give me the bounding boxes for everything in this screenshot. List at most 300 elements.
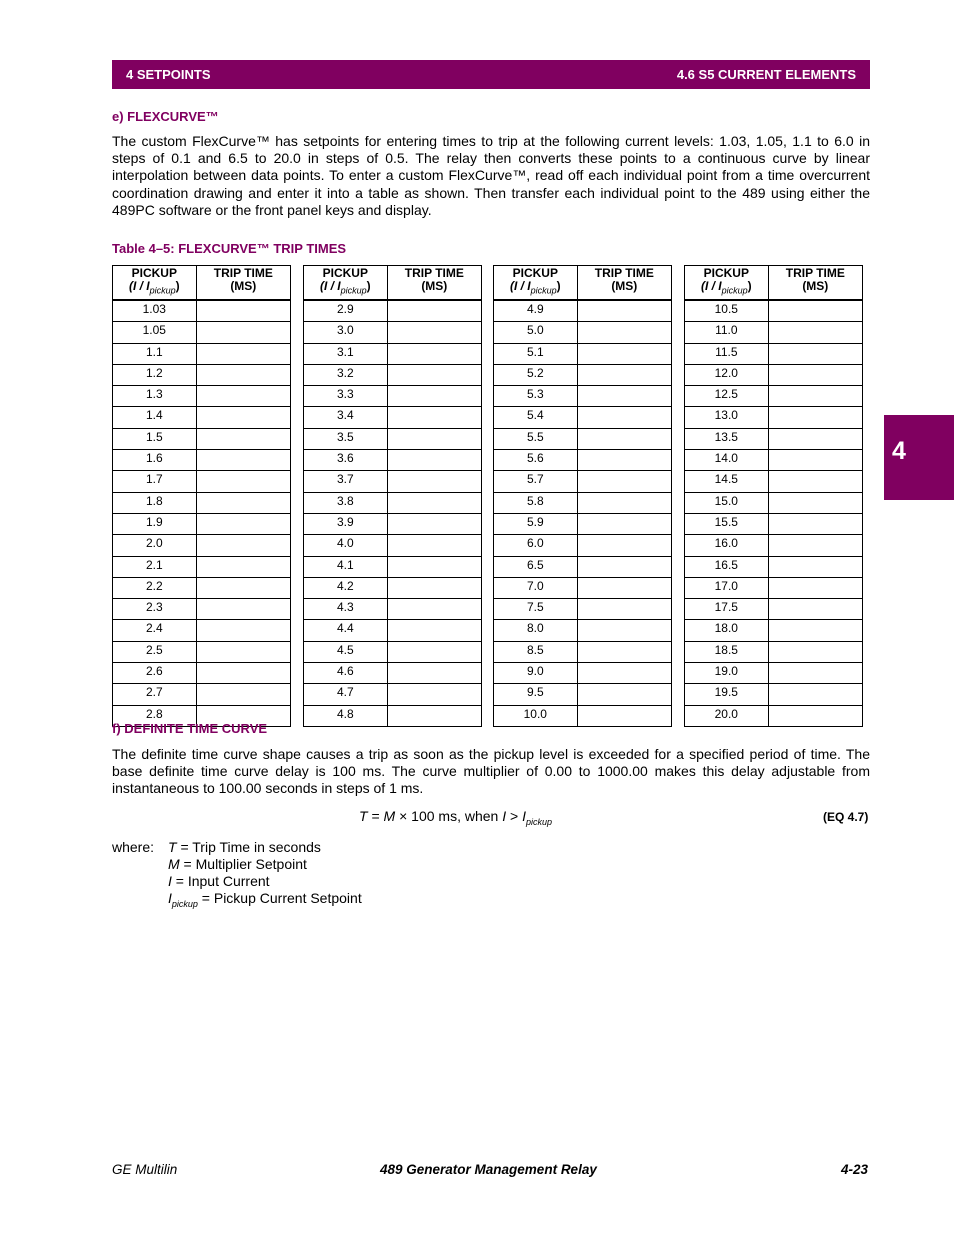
trip-time-entry-cell: [387, 684, 481, 705]
trip-time-entry-cell: [387, 556, 481, 577]
trip-time-entry-cell: [768, 471, 862, 492]
pickup-header-close: ): [175, 279, 180, 293]
pickup-value-cell: 8.0: [494, 620, 578, 641]
definite-time-section-title: f) DEFINITE TIME CURVE: [112, 721, 268, 736]
table-row: [685, 322, 863, 343]
table-row: [685, 428, 863, 449]
pickup-value-cell: 2.6: [113, 663, 197, 684]
flexcurve-paragraph: The custom FlexCurve™ has setpoints for entering times to trip at the following current levels: 1.03, 1.05, 1.1 to 6.0 in steps of 0.1 and 6.5 to 20.0 in steps of 0.5. The relay then converts these points to a continuous curve by linear interpolation between data points. To enter a custom FlexCurve™, read off each individual point from a time overcurrent coordination drawing and enter it into a table as shown. Then transfer each individual point to the 489 using either the 489PC software or the front panel keys and display.: [112, 133, 870, 218]
pickup-value-cell: 19.5: [685, 684, 769, 705]
table-row: [113, 556, 291, 577]
trip-time-entry-cell: [768, 556, 862, 577]
pickup-header-subscript: pickup: [721, 285, 748, 296]
pickup-value-cell: 8.5: [494, 641, 578, 662]
table-row: [113, 386, 291, 407]
where-symbol: I: [168, 873, 172, 889]
pickup-value-cell: 4.2: [304, 577, 388, 598]
table-row: [113, 641, 291, 662]
footer-page-number: 4-23: [841, 1162, 869, 1177]
table-row: [113, 535, 291, 556]
trip-time-entry-cell: [387, 386, 481, 407]
trip-time-entry-cell: [577, 620, 671, 641]
trip-time-entry-cell: [387, 620, 481, 641]
where-symbol: T: [168, 839, 177, 855]
trip-time-entry-cell: [387, 599, 481, 620]
table-row: [113, 300, 291, 322]
pickup-value-cell: 3.3: [304, 386, 388, 407]
trip-time-entry-cell: [577, 386, 671, 407]
pickup-value-cell: 2.5: [113, 641, 197, 662]
table-row: [494, 322, 672, 343]
pickup-value-cell: 10.5: [685, 300, 769, 322]
trip-time-entry-cell: [387, 641, 481, 662]
pickup-value-cell: 3.9: [304, 513, 388, 534]
trip-time-entry-cell: [387, 343, 481, 364]
trip-time-entry-cell: [387, 663, 481, 684]
pickup-header-close: ): [556, 279, 561, 293]
pickup-value-cell: 1.05: [113, 322, 197, 343]
pickup-value-cell: 15.5: [685, 513, 769, 534]
table-row: [304, 641, 482, 662]
table-row: [685, 641, 863, 662]
table-row: [304, 663, 482, 684]
pickup-value-cell: 4.9: [494, 300, 578, 322]
pickup-value-cell: 11.0: [685, 322, 769, 343]
pickup-value-cell: 7.0: [494, 577, 578, 598]
trip-time-entry-cell: [196, 492, 290, 513]
table-row: [494, 577, 672, 598]
pickup-header-close: ): [366, 279, 371, 293]
trip-time-entry-cell: [196, 322, 290, 343]
trip-time-entry-cell: [768, 407, 862, 428]
page-header-bar: [112, 60, 870, 89]
where-desc: = Trip Time in seconds: [176, 839, 321, 855]
where-item: [168, 890, 362, 913]
pickup-value-cell: 1.3: [113, 386, 197, 407]
table-row: [494, 620, 672, 641]
pickup-header-sub: (I / I: [700, 279, 722, 293]
trip-time-entry-cell: [577, 428, 671, 449]
pickup-value-cell: 4.8: [304, 705, 388, 726]
trip-time-entry-cell: [387, 428, 481, 449]
table-row: [494, 407, 672, 428]
table-row: [113, 471, 291, 492]
trip-time-entry-cell: [196, 300, 290, 322]
pickup-value-cell: 4.4: [304, 620, 388, 641]
pickup-value-cell: 5.2: [494, 364, 578, 385]
pickup-header-label: PICKUP: [322, 266, 368, 280]
where-symbol: M: [168, 856, 180, 872]
pickup-value-cell: 13.5: [685, 428, 769, 449]
pickup-header-subscript: pickup: [530, 285, 557, 296]
eq-times: ×: [395, 808, 412, 824]
trip-time-entry-cell: [768, 513, 862, 534]
pickup-value-cell: 17.0: [685, 577, 769, 598]
trip-time-entry-cell: [577, 663, 671, 684]
pickup-value-cell: 6.0: [494, 535, 578, 556]
footer-title: 489 Generator Management Relay: [380, 1162, 597, 1177]
pickup-value-cell: 1.8: [113, 492, 197, 513]
table-row: [685, 535, 863, 556]
trip-time-entry-cell: [387, 407, 481, 428]
eq-symbol-ipickup: I: [522, 808, 526, 824]
trip-time-entry-cell: [768, 684, 862, 705]
table-row: [685, 684, 863, 705]
footer-company: GE Multilin: [112, 1162, 178, 1177]
trip-time-column-header: [196, 266, 290, 301]
trip-time-column-header: [577, 266, 671, 301]
table-row: [494, 492, 672, 513]
equation-number: (EQ 4.7): [823, 810, 869, 824]
pickup-value-cell: 5.1: [494, 343, 578, 364]
table-row: [685, 343, 863, 364]
trip-header-label: TRIP TIME: [213, 266, 273, 280]
trip-time-column-header: [768, 266, 862, 301]
pickup-value-cell: 2.7: [113, 684, 197, 705]
trip-time-entry-cell: [196, 577, 290, 598]
trip-time-entry-cell: [387, 513, 481, 534]
trip-time-entry-cell: [387, 300, 481, 322]
trip-time-entry-cell: [387, 577, 481, 598]
table-row: [494, 705, 672, 726]
table-row: [113, 620, 291, 641]
pickup-value-cell: 3.8: [304, 492, 388, 513]
trip-time-entry-cell: [577, 535, 671, 556]
trip-header-label: TRIP TIME: [785, 266, 845, 280]
table-row: [304, 705, 482, 726]
trip-time-entry-cell: [577, 705, 671, 726]
equation: [359, 808, 552, 827]
table-row: [304, 535, 482, 556]
pickup-header-subscript: pickup: [149, 285, 176, 296]
trip-time-entry-cell: [387, 322, 481, 343]
flexcurve-table-block: [112, 265, 291, 727]
trip-time-entry-cell: [577, 492, 671, 513]
trip-time-entry-cell: [768, 386, 862, 407]
table-row: [304, 577, 482, 598]
trip-header-label: TRIP TIME: [404, 266, 464, 280]
trip-time-entry-cell: [196, 641, 290, 662]
table-row: [685, 407, 863, 428]
pickup-column-header: [494, 266, 578, 301]
trip-time-entry-cell: [768, 705, 862, 726]
pickup-value-cell: 19.0: [685, 663, 769, 684]
eq-subscript: pickup: [525, 816, 552, 827]
pickup-value-cell: 20.0: [685, 705, 769, 726]
trip-time-entry-cell: [768, 450, 862, 471]
where-item: [168, 856, 307, 873]
table-row: [304, 322, 482, 343]
pickup-value-cell: 3.0: [304, 322, 388, 343]
trip-header-unit: (MS): [611, 279, 638, 293]
table-row: [494, 300, 672, 322]
where-desc: = Input Current: [171, 873, 270, 889]
table-row: [494, 343, 672, 364]
table-row: [304, 364, 482, 385]
trip-time-entry-cell: [577, 364, 671, 385]
pickup-value-cell: 5.6: [494, 450, 578, 471]
eq-rest: 100 ms, when: [411, 808, 503, 824]
table-row: [494, 556, 672, 577]
where-item: [168, 839, 321, 856]
eq-gt: >: [506, 808, 523, 824]
pickup-header-subscript: pickup: [340, 285, 367, 296]
pickup-header-label: PICKUP: [131, 266, 177, 280]
pickup-value-cell: 14.0: [685, 450, 769, 471]
trip-time-entry-cell: [196, 556, 290, 577]
pickup-column-header: [685, 266, 769, 301]
table-row: [113, 428, 291, 449]
table-row: [304, 407, 482, 428]
pickup-value-cell: 9.0: [494, 663, 578, 684]
pickup-value-cell: 14.5: [685, 471, 769, 492]
pickup-value-cell: 5.3: [494, 386, 578, 407]
table-row: [113, 364, 291, 385]
eq-symbol-i: I: [502, 808, 507, 824]
trip-time-entry-cell: [196, 364, 290, 385]
trip-time-entry-cell: [387, 492, 481, 513]
pickup-column-header: [304, 266, 388, 301]
trip-time-entry-cell: [577, 641, 671, 662]
definite-time-paragraph: The definite time curve shape causes a trip as soon as the pickup level is exceeded for a specified period of time. The base definite time curve delay is 100 ms. The curve multiplier of 0.00 to 1000.00 makes this delay adjustable from instantaneous to 100.00 seconds in steps of 1 ms.: [112, 746, 870, 797]
trip-time-entry-cell: [768, 599, 862, 620]
table-row: [304, 450, 482, 471]
chapter-side-tab: [884, 415, 954, 500]
table-row: [685, 471, 863, 492]
pickup-value-cell: 16.5: [685, 556, 769, 577]
flexcurve-table-block: [303, 265, 482, 727]
trip-time-entry-cell: [196, 620, 290, 641]
table-row: [494, 663, 672, 684]
table-row: [685, 300, 863, 322]
table-row: [113, 599, 291, 620]
table-row: [304, 513, 482, 534]
table-row: [685, 513, 863, 534]
trip-time-entry-cell: [768, 492, 862, 513]
trip-time-entry-cell: [768, 343, 862, 364]
where-desc: = Multiplier Setpoint: [179, 856, 307, 872]
pickup-value-cell: 18.5: [685, 641, 769, 662]
pickup-value-cell: 18.0: [685, 620, 769, 641]
eq-equals: =: [367, 808, 384, 824]
pickup-value-cell: 2.0: [113, 535, 197, 556]
trip-time-entry-cell: [577, 577, 671, 598]
table-row: [494, 513, 672, 534]
trip-time-entry-cell: [577, 322, 671, 343]
table-row: [494, 386, 672, 407]
table-row: [113, 322, 291, 343]
trip-time-entry-cell: [196, 407, 290, 428]
pickup-value-cell: 4.7: [304, 684, 388, 705]
pickup-value-cell: 2.1: [113, 556, 197, 577]
trip-time-entry-cell: [387, 705, 481, 726]
trip-time-column-header: [387, 266, 481, 301]
trip-time-entry-cell: [768, 577, 862, 598]
trip-time-entry-cell: [387, 450, 481, 471]
trip-time-entry-cell: [577, 343, 671, 364]
table-row: [685, 386, 863, 407]
trip-time-entry-cell: [387, 364, 481, 385]
pickup-value-cell: 5.8: [494, 492, 578, 513]
trip-header-unit: (MS): [421, 279, 448, 293]
table-row: [304, 556, 482, 577]
table-row: [685, 705, 863, 726]
pickup-value-cell: 5.0: [494, 322, 578, 343]
pickup-value-cell: 4.3: [304, 599, 388, 620]
trip-time-entry-cell: [577, 599, 671, 620]
table-row: [304, 471, 482, 492]
trip-time-entry-cell: [577, 471, 671, 492]
table-row: [304, 492, 482, 513]
pickup-value-cell: 12.0: [685, 364, 769, 385]
pickup-value-cell: 4.1: [304, 556, 388, 577]
trip-time-entry-cell: [768, 322, 862, 343]
pickup-value-cell: 2.9: [304, 300, 388, 322]
pickup-value-cell: 11.5: [685, 343, 769, 364]
eq-symbol-m: M: [383, 808, 396, 824]
pickup-column-header: [113, 266, 197, 301]
table-row: [113, 513, 291, 534]
pickup-value-cell: 1.2: [113, 364, 197, 385]
trip-time-entry-cell: [577, 300, 671, 322]
table-row: [113, 407, 291, 428]
trip-time-entry-cell: [387, 471, 481, 492]
table-row: [113, 577, 291, 598]
where-item: [168, 873, 270, 890]
trip-time-entry-cell: [577, 684, 671, 705]
table-row: [685, 620, 863, 641]
pickup-value-cell: 12.5: [685, 386, 769, 407]
table-row: [304, 599, 482, 620]
trip-time-entry-cell: [196, 428, 290, 449]
pickup-value-cell: 17.5: [685, 599, 769, 620]
table-row: [304, 386, 482, 407]
pickup-value-cell: 15.0: [685, 492, 769, 513]
chapter-number: 4: [892, 437, 906, 465]
where-desc: = Pickup Current Setpoint: [197, 890, 362, 906]
trip-time-entry-cell: [577, 556, 671, 577]
pickup-header-sub: (I / I: [319, 279, 341, 293]
table-row: [113, 684, 291, 705]
table-row: [494, 599, 672, 620]
header-section-right: 4.6 S5 CURRENT ELEMENTS: [676, 67, 856, 82]
table-row: [113, 492, 291, 513]
table-row: [494, 471, 672, 492]
trip-header-unit: (MS): [802, 279, 829, 293]
trip-time-entry-cell: [768, 364, 862, 385]
pickup-value-cell: 13.0: [685, 407, 769, 428]
pickup-value-cell: 3.5: [304, 428, 388, 449]
trip-time-entry-cell: [768, 535, 862, 556]
pickup-value-cell: 3.7: [304, 471, 388, 492]
trip-time-entry-cell: [196, 343, 290, 364]
table-row: [685, 577, 863, 598]
table-row: [494, 428, 672, 449]
table-row: [685, 599, 863, 620]
trip-header-label: TRIP TIME: [594, 266, 654, 280]
trip-time-entry-cell: [196, 599, 290, 620]
pickup-value-cell: 2.4: [113, 620, 197, 641]
trip-time-entry-cell: [768, 428, 862, 449]
pickup-value-cell: 2.2: [113, 577, 197, 598]
pickup-value-cell: 5.7: [494, 471, 578, 492]
table-caption: Table 4–5: FLEXCURVE™ TRIP TIMES: [112, 241, 347, 256]
table-row: [494, 450, 672, 471]
trip-time-entry-cell: [387, 535, 481, 556]
pickup-value-cell: 1.7: [113, 471, 197, 492]
trip-time-entry-cell: [768, 641, 862, 662]
table-row: [685, 663, 863, 684]
pickup-header-label: PICKUP: [512, 266, 558, 280]
trip-time-entry-cell: [577, 513, 671, 534]
table-row: [304, 684, 482, 705]
trip-time-entry-cell: [768, 300, 862, 322]
table-row: [304, 300, 482, 322]
flexcurve-table-block: [493, 265, 672, 727]
table-row: [113, 450, 291, 471]
pickup-header-label: PICKUP: [703, 266, 749, 280]
pickup-header-close: ): [747, 279, 752, 293]
flexcurve-table-block: [684, 265, 863, 727]
pickup-value-cell: 5.9: [494, 513, 578, 534]
pickup-value-cell: 7.5: [494, 599, 578, 620]
trip-time-entry-cell: [196, 450, 290, 471]
pickup-value-cell: 5.5: [494, 428, 578, 449]
table-row: [304, 343, 482, 364]
pickup-value-cell: 1.1: [113, 343, 197, 364]
pickup-header-sub: (I / I: [128, 279, 150, 293]
table-row: [685, 556, 863, 577]
pickup-value-cell: 4.0: [304, 535, 388, 556]
trip-time-entry-cell: [196, 471, 290, 492]
table-row: [304, 620, 482, 641]
pickup-value-cell: 10.0: [494, 705, 578, 726]
pickup-value-cell: 2.3: [113, 599, 197, 620]
pickup-value-cell: 16.0: [685, 535, 769, 556]
pickup-value-cell: 1.5: [113, 428, 197, 449]
table-row: [494, 641, 672, 662]
header-section-left: 4 SETPOINTS: [126, 67, 211, 82]
flexcurve-section-title: e) FLEXCURVE™: [112, 109, 219, 124]
table-row: [685, 450, 863, 471]
table-row: [685, 364, 863, 385]
pickup-value-cell: 4.5: [304, 641, 388, 662]
pickup-value-cell: 3.2: [304, 364, 388, 385]
pickup-value-cell: 3.1: [304, 343, 388, 364]
pickup-value-cell: 1.03: [113, 300, 197, 322]
trip-header-unit: (MS): [230, 279, 257, 293]
eq-symbol-t: T: [359, 808, 368, 824]
pickup-value-cell: 1.4: [113, 407, 197, 428]
table-row: [494, 684, 672, 705]
where-subscript: pickup: [171, 898, 198, 909]
pickup-value-cell: 6.5: [494, 556, 578, 577]
pickup-value-cell: 9.5: [494, 684, 578, 705]
pickup-value-cell: 4.6: [304, 663, 388, 684]
trip-time-entry-cell: [577, 407, 671, 428]
trip-time-entry-cell: [768, 620, 862, 641]
pickup-value-cell: 2.8: [113, 705, 197, 726]
table-row: [494, 364, 672, 385]
where-label: where:: [112, 839, 155, 855]
trip-time-entry-cell: [577, 450, 671, 471]
pickup-header-sub: (I / I: [509, 279, 531, 293]
table-row: [113, 663, 291, 684]
trip-time-entry-cell: [196, 513, 290, 534]
table-row: [494, 535, 672, 556]
trip-time-entry-cell: [196, 684, 290, 705]
pickup-value-cell: 3.6: [304, 450, 388, 471]
